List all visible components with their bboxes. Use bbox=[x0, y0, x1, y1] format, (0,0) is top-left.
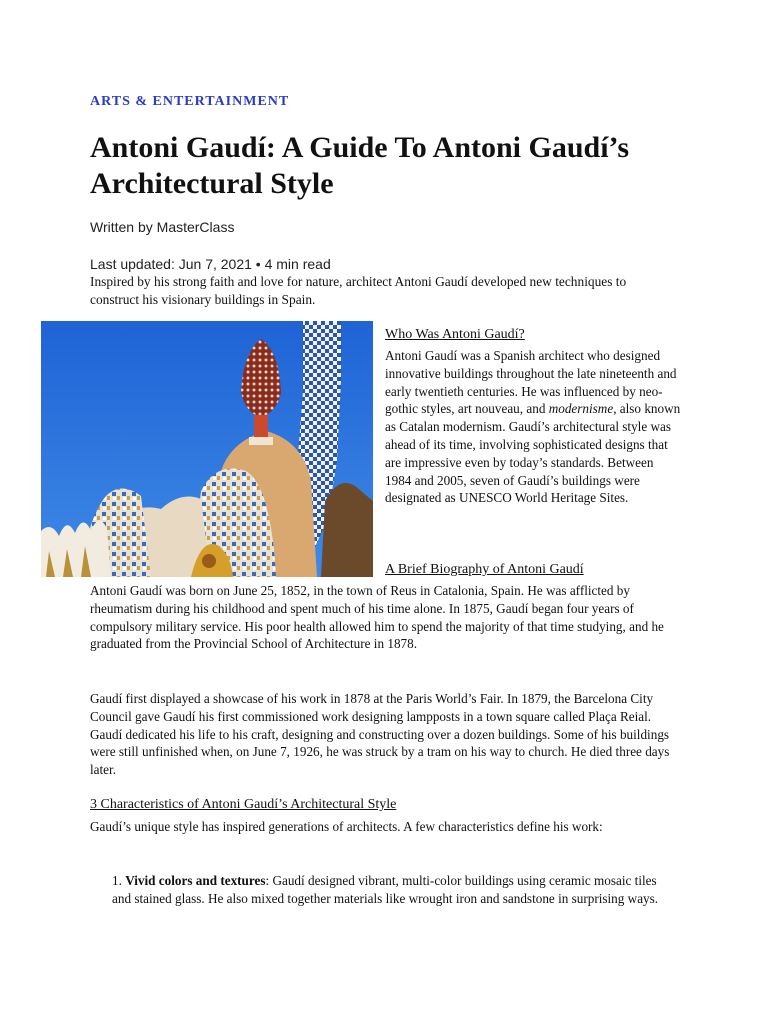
list-item-number: 1. bbox=[112, 873, 122, 888]
page-title: Antoni Gaudí: A Guide To Antoni Gaudí’s Architectural Style bbox=[90, 131, 630, 200]
list-item-text: : Gaudí designed vibrant, multi-color buildings using ceramic mosaic tiles and stained glass. He also mixed together materials like wrought iron and sandstone in surprising ways. bbox=[112, 873, 659, 906]
section-heading-who: Who Was Antoni Gaudí? bbox=[385, 327, 525, 342]
list-item bbox=[112, 872, 672, 908]
intro-paragraph: Inspired by his strong faith and love for nature, architect Antoni Gaudí developed new techniques to construct his visionary buildings in Spain. bbox=[90, 274, 627, 307]
byline: Written by MasterClass bbox=[90, 219, 235, 235]
characteristics-intro: Gaudí’s unique style has inspired generations of architects. A few characteristics define his work: bbox=[90, 819, 603, 834]
section-heading-bio: A Brief Biography of Antoni Gaudí bbox=[385, 562, 584, 577]
park-guell-illustration bbox=[41, 321, 373, 577]
hero-image bbox=[41, 321, 373, 577]
who-text-after: , also known as Catalan modernism. Gaudí’s architectural style was ahead of its time, involving sophisticated designs that are impressive even by today’s standards. Between 1984 and 2005, seven of Gaudí’s buildings were designated as UNESCO World Heritage Sites. bbox=[385, 401, 681, 506]
who-text-before: Antoni Gaudí was a Spanish architect who designed innovative buildings throughout the late nineteenth and early twentieth centuries. He was influenced by neo-gothic styles, art nouveau, and bbox=[385, 348, 677, 417]
who-text-em: modernisme bbox=[548, 401, 614, 417]
list-item-term: Vivid colors and textures bbox=[125, 873, 266, 888]
updated-date: Last updated: Jun 7, 2021 • 4 min read bbox=[90, 256, 331, 272]
category-link[interactable]: ARTS & ENTERTAINMENT bbox=[90, 94, 290, 109]
bio-paragraph-1: Antoni Gaudí was born on June 25, 1852, in the town of Reus in Catalonia, Spain. He was afflicted by rheumatism during his childhood and spent much of his time alone. In 1875, Gaudí began four years of compulsory military service. His poor health allowed him to spend the majority of that time studying, and he graduated from the Provincial School of Architecture in 1878. bbox=[90, 583, 664, 652]
bio-paragraph-2: Gaudí first displayed a showcase of his work in 1878 at the Paris World’s Fair. In 1879, the Barcelona City Council gave Gaudí his first commissioned work designing lampposts in a town square called Plaça Reial. Gaudí dedicated his life to his craft, designing and constructing over a dozen buildings. Some of his buildings were still unfinished when, on June 7, 1926, he was struck by a tram on his way to church. He died three days later. bbox=[90, 691, 670, 778]
section-heading-characteristics: 3 Characteristics of Antoni Gaudí’s Architectural Style bbox=[90, 797, 397, 812]
who-paragraph bbox=[385, 347, 681, 507]
